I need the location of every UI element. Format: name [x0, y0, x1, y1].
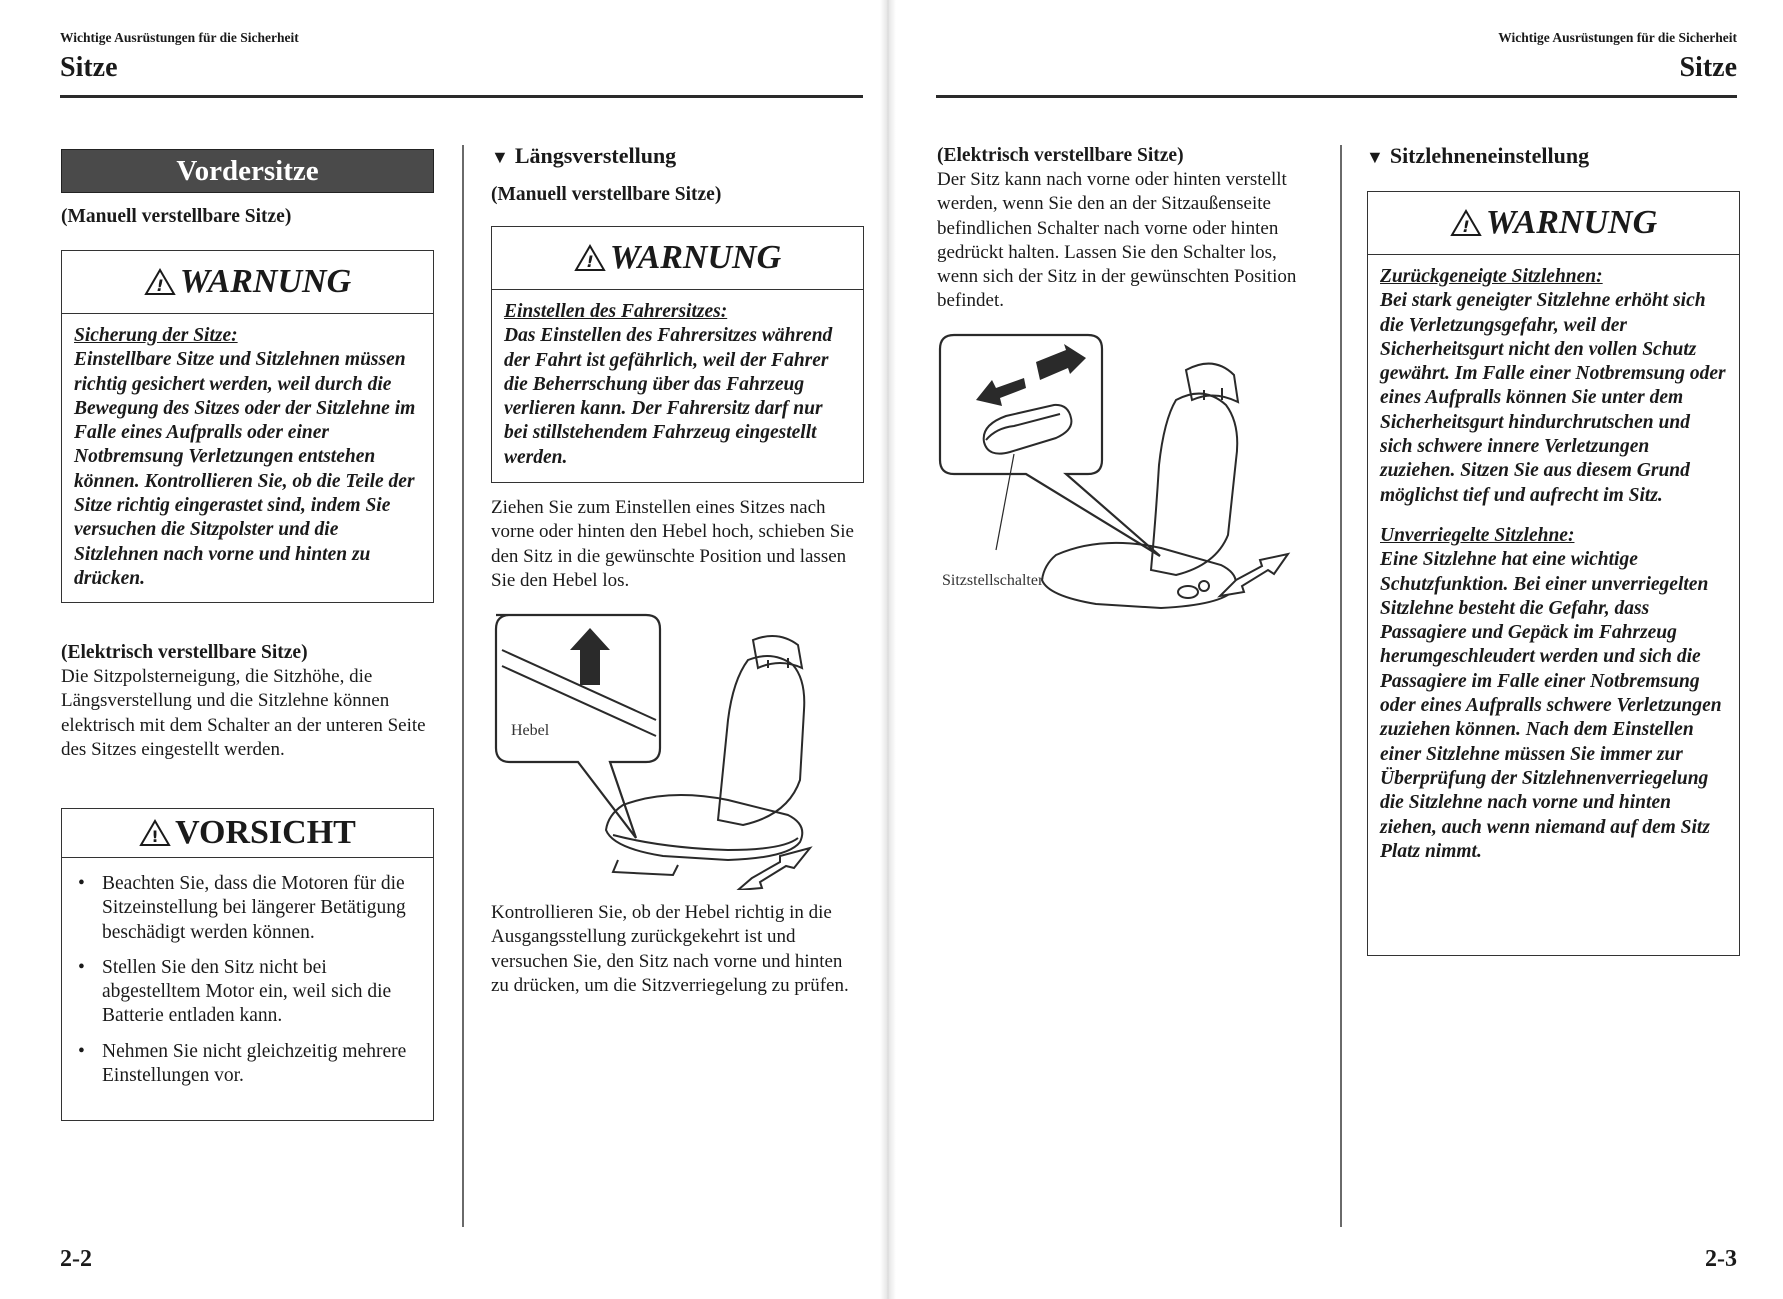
list-item: • Beachten Sie, dass die Motoren für die Sitzeinstellung bei längerer Betätigung beschädigt werden können. [74, 872, 423, 945]
warning-box [491, 226, 864, 483]
arrow-up-icon [570, 628, 610, 685]
electric-seats-text: Der Sitz kann nach vorne oder hinten verstellt werden, wenn Sie den an der Sitzaußenseite befindlichen Schalter nach vorne oder hinten gedrückt halten. Lassen Sie den Schalter los, wenn sich der Sitz in der gewünschten Position befindet. [937, 169, 1297, 312]
warning-box [61, 250, 434, 603]
adjust-instructions: Ziehen Sie zum Einstellen eines Sitzes nach vorne oder hinten den Hebel hoch, schieben Sie den Sitz in die gewünschte Position und lassen Sie den Hebel los. [491, 497, 854, 591]
seat-lever-figure [488, 610, 848, 890]
svg-text:!: ! [151, 827, 159, 846]
list-item: • Stellen Sie den Sitz nicht bei abgestelltem Motor ein, weil sich die Batterie entladen kann. [74, 956, 423, 1029]
caution-box [61, 808, 434, 1121]
triangle-down-icon: ▼ [491, 147, 509, 167]
page-title: Sitze [60, 52, 118, 83]
check-instructions: Kontrollieren Sie, ob der Hebel richtig in die Ausgangsstellung zurückgekehrt ist und versuchen Sie, den Sitz nach vorne und hinten zu drücken, um die Sitzverriegelung zu prüfen. [491, 902, 849, 996]
warning-title: WARNUNG [179, 263, 352, 300]
warning-triangle-icon [574, 244, 606, 272]
warning-title: WARNUNG [1485, 204, 1658, 241]
warning-triangle-icon [139, 819, 171, 847]
caution-header [62, 809, 433, 858]
section-heading [491, 142, 676, 171]
direction-arrows-icon [976, 344, 1086, 406]
electric-seats-heading: (Elektrisch verstellbare Sitze) [61, 642, 308, 663]
manual-seats-heading: (Manuell verstellbare Sitze) [61, 206, 292, 227]
section-heading [1366, 142, 1589, 171]
book-gutter [880, 0, 896, 1299]
warning-header [62, 251, 433, 314]
warning-text: Das Einstellen des Fahrersitzes während der Fahrt ist gefährlich, weil der Fahrer die Beherrschung über das Fahrzeug verlieren kann. Der Fahrersitz darf nur bei stillstehendem Fahrzeug eingestellt werden. [504, 325, 833, 468]
warning-subtitle: Einstellen des Fahrersitzes: [504, 301, 728, 322]
svg-text:!: ! [156, 276, 164, 295]
manual-seats-heading: (Manuell verstellbare Sitze) [491, 184, 722, 205]
seat-switch-figure [936, 330, 1296, 610]
caution-list [62, 858, 433, 1109]
warning-header [492, 227, 863, 290]
figure-label: Hebel [511, 722, 550, 739]
warning-text: Bei stark geneigter Sitzlehne erhöht sich die Verletzungsgefahr, weil der Sicherheitsgurt nicht den vollen Schutz gewährt. Im Falle einer Notbremsung oder eines Aufpralls können Sie unter dem Sicherheitsgurt hindurchrutschen und sich schwere innere Verletzungen zuziehen. Sitzen Sie aus diesem Grund möglichst tief und aufrecht im Sitz. [1380, 290, 1726, 506]
warning-subtitle: Sicherung der Sitze: [74, 325, 238, 346]
warning-triangle-icon [144, 268, 176, 296]
caution-title: VORSICHT [175, 814, 356, 851]
svg-text:!: ! [1462, 217, 1470, 236]
page-number: 2-2 [60, 1246, 92, 1272]
warning-triangle-icon [1450, 209, 1482, 237]
warning-body [492, 290, 863, 478]
section-label: Wichtige Ausrüstungen für die Sicherheit [1498, 30, 1737, 45]
warning-box [1367, 191, 1740, 956]
warning-text: Einstellbare Sitze und Sitzlehnen müssen richtig gesichert werden, weil durch die Bewegung des Sitzes oder der Sitzlehne im Falle eines Aufpralls oder einer Notbremsung Verletzungen entstehen können. Kontrollieren Sie, ob die Teile der Sitze richtig eingerastet sind, indem Sie versuchen die Sitzpolster und die Sitzlehnen nach vorne und hinten zu drücken. [74, 349, 416, 589]
list-item: • Nehmen Sie nicht gleichzeitig mehrere Einstellungen vor. [74, 1040, 423, 1089]
column-divider [462, 145, 464, 1227]
section-heading-text: Längsverstellung [514, 143, 677, 168]
section-label: Wichtige Ausrüstungen für die Sicherheit [60, 30, 299, 45]
warning-body [1368, 255, 1739, 872]
header-rule [936, 95, 1737, 98]
header-rule [60, 95, 863, 98]
triangle-down-icon: ▼ [1366, 147, 1384, 167]
warning-subtitle: Zurückgeneigte Sitzlehnen: [1380, 266, 1603, 287]
warning-subtitle: Unverriegelte Sitzlehne: [1380, 524, 1575, 546]
column-divider [1340, 145, 1342, 1227]
page-number: 2-3 [1705, 1246, 1737, 1272]
page-title: Sitze [1679, 52, 1737, 83]
warning-title: WARNUNG [609, 239, 782, 276]
svg-text:!: ! [586, 252, 594, 271]
electric-seats-heading: (Elektrisch verstellbare Sitze) [937, 145, 1184, 166]
right-page [896, 0, 1783, 1299]
warning-text: Eine Sitzlehne hat eine wichtige Schutzfunktion. Bei einer unverriegelten Sitzlehne besteht die Gefahr, dass Passagiere und Gepäck im Fahrzeug herumgeschleudert werden und sich die Passagiere im Falle einer Notbremsung oder eines Aufpralls schwere Verletzungen zuziehen können. Nach dem Einstellen einer Sitzlehne müssen Sie immer zur Überprüfung der Sitzlehnenverriegelung die Sitzlehne nach vorne und hinten ziehen, auch wenn niemand auf dem Sitz Platz nimmt. [1380, 549, 1722, 862]
warning-body [62, 314, 433, 599]
section-heading-text: Sitzlehneneinstellung [1389, 143, 1590, 168]
electric-seats-text: Die Sitzpolsterneigung, die Sitzhöhe, die Längsverstellung und die Sitzlehne können elektrisch mit dem Schalter an der unteren Seite des Sitzes eingestellt werden. [61, 666, 426, 760]
figure-label: Sitzstellschalter [942, 572, 1044, 589]
section-banner: Vordersitze [61, 149, 434, 193]
double-arrow-icon [1220, 554, 1288, 596]
warning-header [1368, 192, 1739, 255]
left-page [0, 0, 880, 1299]
